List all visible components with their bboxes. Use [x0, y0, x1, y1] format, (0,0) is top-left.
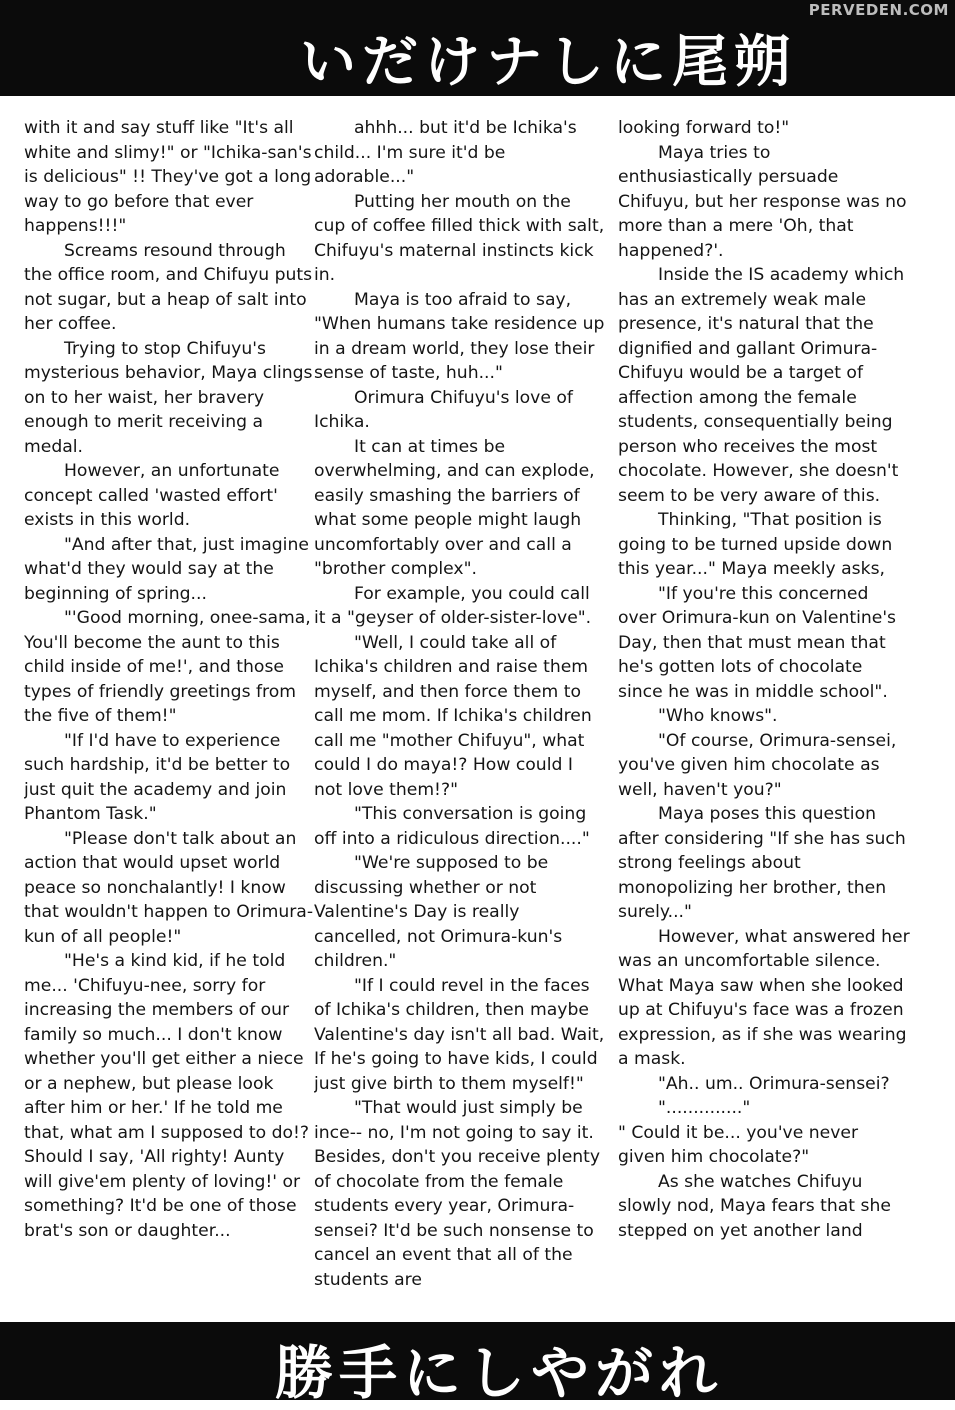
paragraph: "And after that, just imagine what'd they would say at the beginning of spring...	[24, 534, 309, 604]
paragraph: "'Good morning, onee-sama, You'll become the aunt to this child inside of me!', and those types of friendly greetings from the five of them!"	[24, 608, 311, 726]
paragraph: "We're supposed to be discussing whether or not Valentine's Day is really cancelled, not Orimura-kun's children."	[314, 853, 563, 971]
paragraph: "Who knows".	[658, 706, 778, 726]
paragraph: For example, you could call it a "geyser of older-sister-love".	[314, 583, 592, 628]
paragraph: ahhh... but it'd be Ichika's child... I'm sure it'd be adorable..."	[314, 118, 577, 187]
column-3	[618, 116, 910, 1296]
paragraph: Screams resound through the office room, and Chifuyu puts not sugar, but a heap of salt into her coffee.	[24, 240, 313, 334]
paragraph: What Maya saw when she looked up at Chifuyu's face was a frozen expression, as if she was wearing a mask.	[618, 975, 907, 1069]
paragraph: Maya tries to enthusiastically persuade Chifuyu, but her response was no more than a mere 'Oh, that happened?'.	[618, 142, 907, 261]
paragraph: "Well, I could take all of Ichika's children and raise them myself, and then force them to call me mom. If Ichika's children call me "mother Chifuyu", what could I do maya!? How could I not love them!?"	[314, 632, 592, 800]
column-2	[314, 116, 606, 1296]
footer-title: 勝手にしやがれ	[275, 1339, 724, 1407]
paragraph: As she watches Chifuyu slowly nod, Maya fears that she stepped on yet another land	[618, 1171, 891, 1241]
header-title: いだけナしに尾朔	[300, 29, 796, 95]
header-band	[0, 0, 955, 96]
paragraph: "He's a kind kid, if he told me... 'Chifuyu-nee, sorry for increasing the members of our family so much... I don't know whether you'll get either a niece or a nephew, but please look after him or her.' If he told me that, what am I supposed to do!? Should I say, 'All righty! Aunty will give'em plenty of loving!' or something? It'd be one of those brat's son or daughter...	[24, 951, 310, 1241]
paragraph: ".............."	[658, 1098, 751, 1118]
paragraph: "Of course, Orimura-sensei, you've given him chocolate as well, haven't you?"	[618, 730, 897, 800]
paragraph: Maya is too afraid to say, "When humans take residence up in a dream world, they lose their sense of taste, huh..."	[314, 289, 605, 383]
paragraph: "If you're this concerned over Orimura-kun on Valentine's Day, then that must mean that he's gotten lots of chocolate since he was in middle school".	[618, 583, 897, 702]
paragraph: "This conversation is going off into a ridiculous direction...."	[314, 804, 590, 849]
paragraph: "Please don't talk about an action that would upset world peace so nonchalantly! I know that wouldn't happen to Orimura-kun of all people!"	[24, 828, 314, 947]
paragraph: Trying to stop Chifuyu's mysterious behavior, Maya clings on to her waist, her bravery enough to merit receiving a medal.	[24, 338, 313, 457]
paragraph: Thinking, "That position is going to be turned upside down this year..." Maya meekly asks,	[618, 510, 893, 579]
paragraph: "Ah.. um.. Orimura-sensei?	[658, 1073, 890, 1094]
paragraph: Maya poses this question after considering "If she has such strong feelings about monopolizing her brother, then surely..."	[618, 804, 906, 922]
paragraph: However, what answered her was an uncomfortable silence.	[618, 926, 910, 971]
paragraph: However, an unfortunate concept called 'wasted effort' exists in this world.	[24, 461, 280, 530]
column-1	[24, 116, 316, 1296]
paragraph: Orimura Chifuyu's love of Ichika.	[314, 387, 573, 432]
watermark: PERVEDEN.COM	[808, 1, 949, 19]
text-columns	[24, 116, 936, 1296]
paragraph: with it and say stuff like "It's all white and slimy!" or "Ichika-san's is delicious" !! They've got a long way to go before that ever happens!!!"	[24, 118, 312, 236]
paragraph: " Could it be... you've never given him chocolate?"	[618, 1122, 859, 1167]
paragraph: looking forward to!"	[618, 118, 790, 138]
paragraph: Putting her mouth on the cup of coffee filled thick with salt, Chifuyu's maternal instincts kick in.	[314, 191, 605, 285]
paragraph: "That would just simply be ince-- no, I'm not going to say it. Besides, don't you receive plenty of chocolate from the female students every year, Orimura-sensei? It'd be such nonsense to cancel an event that all of the students are	[314, 1098, 601, 1290]
paragraph: "If I could revel in the faces of Ichika's children, then maybe Valentine's day isn't all bad. Wait, If he's going to have kids, I could just give birth to them myself!"	[314, 975, 605, 1094]
paragraph: It can at times be overwhelming, and can explode, easily smashing the barriers of what some people might laugh uncomfortably over and call a "brother complex".	[314, 436, 595, 579]
paragraph: "If I'd have to experience such hardship, it'd be better to just quit the academy and join Phantom Task."	[24, 730, 291, 824]
paragraph: Inside the IS academy which has an extremely weak male presence, it's natural that the dignified and gallant Orimura-Chifuyu would be a target of affection among the female students, consequentially being person who receives the most chocolate. However, she doesn't seem to be very aware of this.	[618, 265, 905, 506]
